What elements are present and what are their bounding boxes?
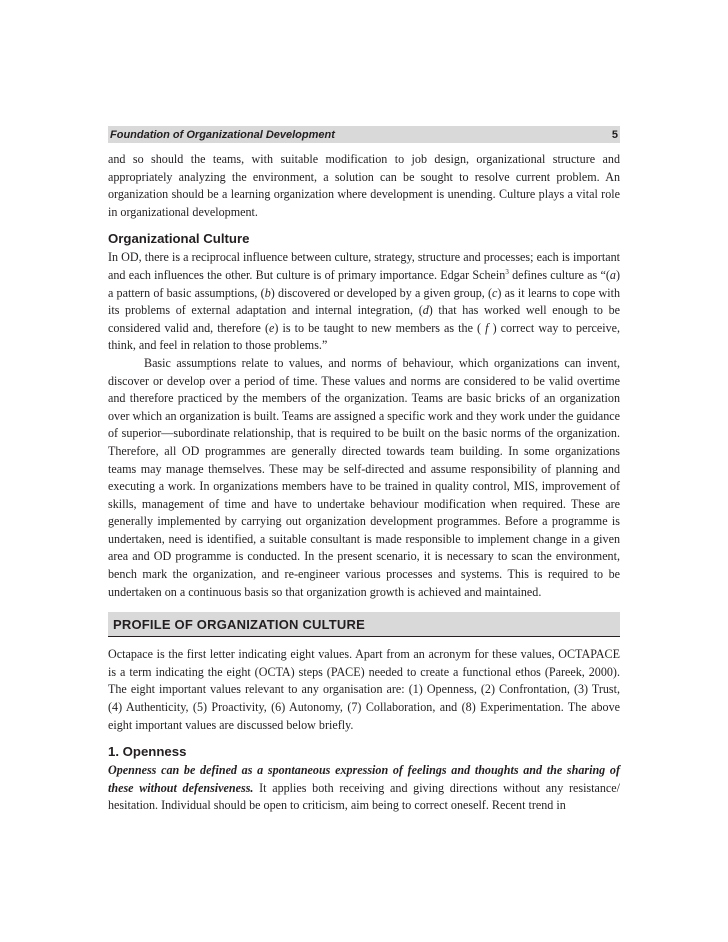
page-number: 5 <box>611 128 618 141</box>
profile-section-heading: PROFILE OF ORGANIZATION CULTURE <box>108 612 620 637</box>
document-page <box>108 126 620 815</box>
intro-paragraph: and so should the teams, with suitable modification to job design, organizational structure and appropriately analyzing the environment, a solution can be sought to resolve current problem. An organization should be a learning organization where development is unending. Culture plays a vital role in organizational development. <box>108 152 620 219</box>
header-title: Foundation of Organizational Development <box>110 128 335 141</box>
openness-heading: 1. Openness <box>108 744 187 760</box>
schein-definition-paragraph: In OD, there is a reciprocal influence between culture, strategy, structure and processes; each is important and each influences the other. But culture is of primary importance. Edgar Schein$^3$ defines culture as “(a) a pattern of basic assumptions, (b) discovered or developed by a given group, (c) as it learns to cope with its problems of external adaptation and internal integration, (d) that has worked well enough to be considered valid and, therefore (e) is to be taught to new members as the ( f ) correct way to perceive, think, and feel in relation to those problems.” <box>108 250 621 353</box>
octapace-paragraph: Octapace is the first letter indicating eight values. Apart from an acronym for these values, OCTAPACE is a term indicating the eight (OCTA) steps (PACE) needed to create a functional ethos (Pareek, 2000). The eight important values relevant to any organisation are: (1) Openness, (2) Confrontation, (3) Trust, (4) Authenticity, (5) Proactivity, (6) Autonomy, (7) Collaboration, and (8) Experimentation. The above eight important values are discussed below briefly. <box>108 647 620 732</box>
basic-assumptions-paragraph: Basic assumptions relate to values, and norms of behaviour, which organizations can invent, discover or develop over a period of time. These values and norms are considered to be valid overtime and therefore practiced by the members of the organization. Teams are basic bricks of an organization over which an organization is built. Teams are assigned a specific work and they work under the guidance of superior—subordinate relationship, that is required to be built on the basic norms of the organization. Therefore, all OD programmes are generally directed towards team building. In some organizations teams may manage themselves. These may be self-directed and assume responsibility of planning and executing a work. In organizations members have to be trained in quality control, MIS, improvement of skills, management of time and have to undertake behaviour modification when required. These are generally implemented by carrying out organization development programmes. Before a programme is undertaken, need is identified, a suitable consultant is made responsible to implement change in a given area and OD programme is conducted. In the present scenario, it is necessary to scan the environment, bench mark the organization, and re-engineer various processes and systems. This is required to be undertaken on a continuous basis so that organization growth is achieved and maintained. <box>108 355 620 599</box>
organizational-culture-heading: Organizational Culture <box>108 231 250 247</box>
running-header <box>108 126 620 143</box>
openness-definition: Openness can be defined as a spontaneous expression of feelings and thoughts and the sharing of these without defensiveness. <box>108 763 620 795</box>
footnote-ref: 3 <box>505 267 509 276</box>
openness-paragraph: Openness can be defined as a spontaneous expression of feelings and thoughts and the sharing of these without defensiveness. It applies both receiving and giving directions without any resistance/ hesitation. Individual should be open to criticism, aim being to correct oneself. Recent trend in <box>108 763 620 813</box>
